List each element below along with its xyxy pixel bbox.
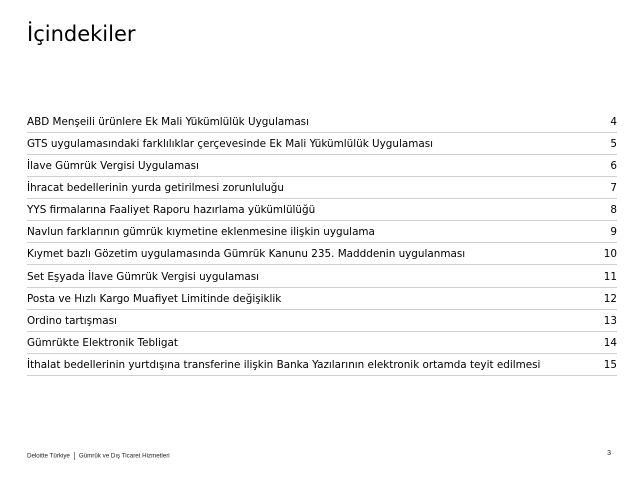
toc-page-number: 10 (603, 248, 617, 261)
toc-row[interactable] (27, 333, 617, 354)
toc-page-number: 6 (610, 160, 617, 173)
footer-separator (74, 452, 75, 460)
toc-row[interactable] (27, 355, 617, 376)
page-number: 3 (607, 450, 611, 457)
toc-label: Gümrükte Elektronik Tebligat (27, 336, 178, 349)
toc-label: Set Eşyada İlave Gümrük Vergisi uygulaması (27, 270, 260, 283)
footer (27, 452, 170, 460)
toc-label: İlave Gümrük Vergisi Uygulaması (27, 160, 199, 173)
table-of-contents (27, 112, 617, 377)
toc-label: ABD Menşeili ürünlere Ek Mali Yükümlülük Uygulaması (27, 116, 309, 128)
toc-label: Ordino tartışması (27, 314, 117, 327)
toc-page-number: 15 (603, 358, 617, 371)
toc-row[interactable] (27, 200, 617, 221)
toc-label: İhracat bedellerinin yurda getirilmesi zorunluluğu (27, 182, 284, 195)
toc-page-number: 8 (610, 204, 617, 217)
toc-page-number: 13 (603, 314, 617, 327)
footer-department: Gümrük ve Dış Ticaret Hizmetleri (78, 452, 170, 460)
toc-label: Posta ve Hızlı Kargo Muafiyet Limitinde değişiklik (27, 292, 282, 305)
toc-page-number: 5 (610, 138, 617, 151)
toc-row[interactable] (27, 156, 617, 177)
toc-page-number: 12 (603, 292, 617, 305)
page-title: İçindekiler (27, 22, 136, 46)
footer-company: Deloitte Türkiye (27, 452, 70, 460)
toc-page-number: 14 (603, 336, 617, 349)
toc-page-number: 7 (610, 182, 617, 195)
toc-label: İthalat bedellerinin yurtdışına transferine ilişkin Banka Yazılarının elektronik ortamda teyit edilmesi (27, 358, 541, 371)
toc-row[interactable] (27, 244, 617, 265)
toc-row[interactable] (27, 134, 617, 155)
toc-page-number: 9 (610, 226, 617, 239)
toc-row[interactable] (27, 289, 617, 310)
toc-label: GTS uygulamasındaki farklılıklar çerçevesinde Ek Mali Yükümlülük Uygulaması (27, 138, 434, 151)
toc-page-number: 4 (610, 116, 617, 128)
toc-row[interactable] (27, 112, 617, 133)
toc-label: Kıymet bazlı Gözetim uygulamasında Gümrük Kanunu 235. Madddenin uygulanması (27, 248, 466, 261)
toc-row[interactable] (27, 222, 617, 243)
toc-label: Navlun farklarının gümrük kıymetine eklenmesine ilişkin uygulama (27, 226, 375, 239)
toc-row[interactable] (27, 311, 617, 332)
toc-row[interactable] (27, 267, 617, 288)
toc-label: YYS firmalarına Faaliyet Raporu hazırlama yükümlülüğü (27, 204, 316, 217)
toc-page-number: 11 (603, 270, 617, 283)
toc-row[interactable] (27, 178, 617, 199)
